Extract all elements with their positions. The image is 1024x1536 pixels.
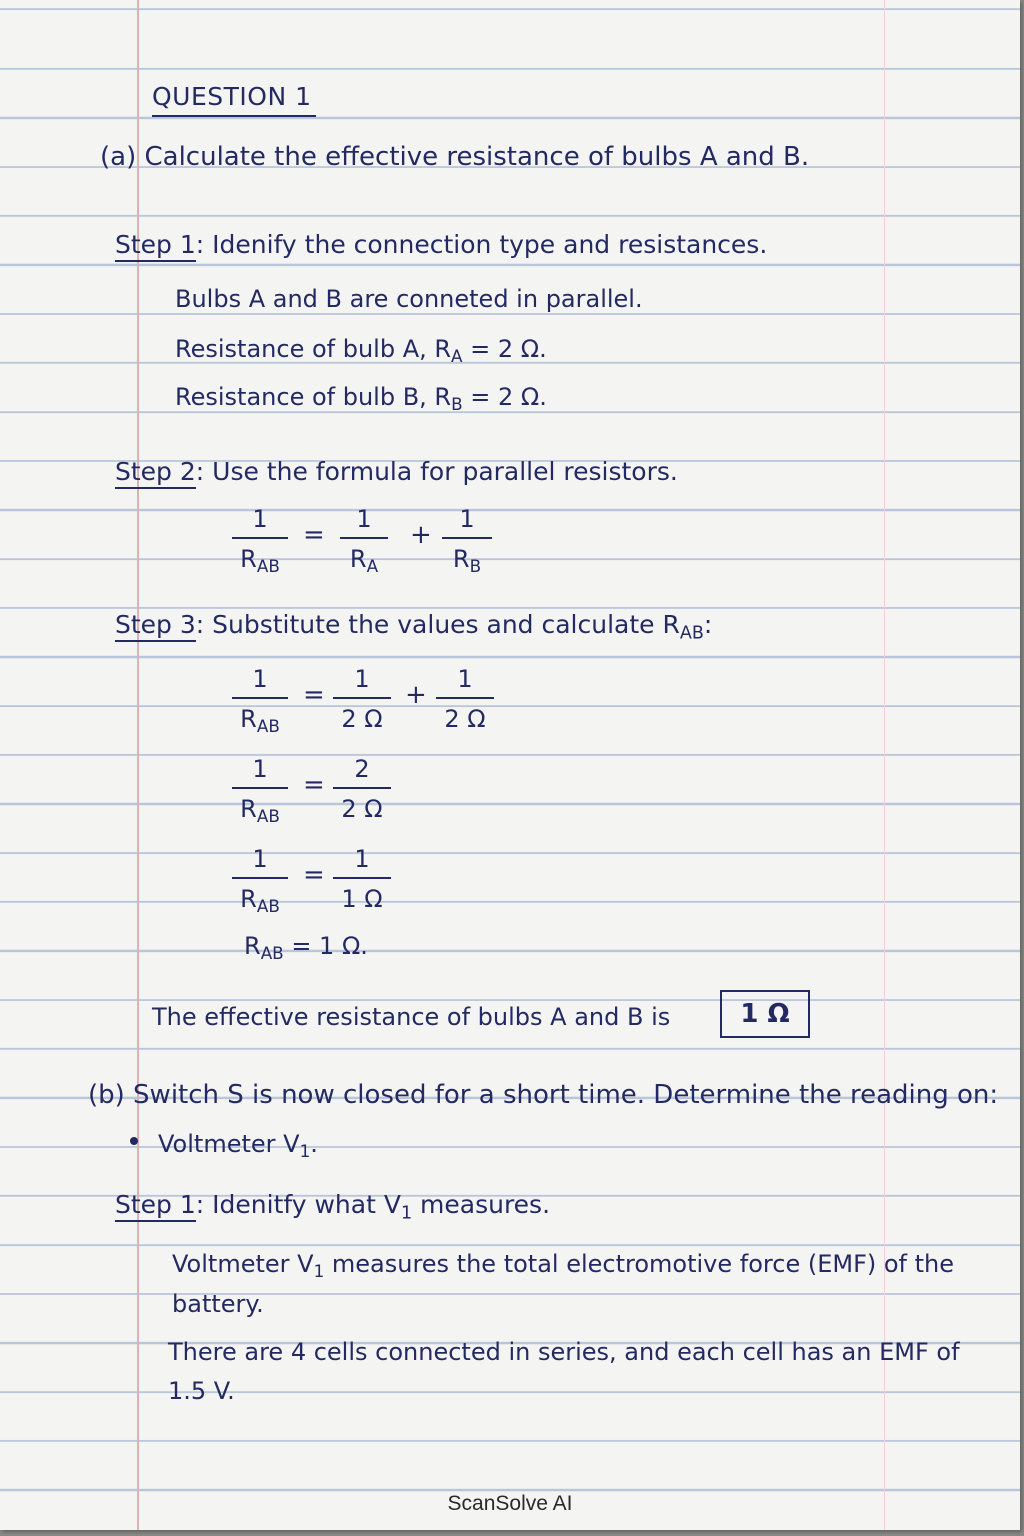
fraction-denominator: 2 Ω bbox=[444, 705, 486, 733]
denominator-sub: B bbox=[469, 556, 482, 577]
resistance-a-prefix: Resistance of bulb A, R bbox=[175, 335, 452, 363]
bullet-period: . bbox=[310, 1130, 318, 1158]
step-text-suffix: measures. bbox=[412, 1190, 551, 1219]
bullet-dot bbox=[130, 1137, 138, 1145]
formula-term2-fraction bbox=[442, 505, 492, 576]
resistance-a-value: = 2 Ω. bbox=[462, 335, 547, 363]
denominator-r: R bbox=[240, 885, 257, 913]
step-text: : Substitute the values and calculate R bbox=[195, 610, 680, 639]
eq1-lhs-fraction bbox=[232, 665, 288, 736]
fraction-numerator: 1 bbox=[457, 665, 473, 693]
eq2-lhs-fraction bbox=[232, 755, 288, 826]
formula-term1-fraction bbox=[340, 505, 388, 576]
equals-sign: = bbox=[303, 680, 325, 710]
denominator-sub: AB bbox=[256, 556, 280, 577]
resistance-a-sub: A bbox=[451, 346, 463, 367]
denominator-sub: AB bbox=[256, 896, 280, 917]
part-a-prompt: (a) Calculate the effective resistance of bulbs A and B. bbox=[100, 142, 810, 172]
eq3-rhs-fraction bbox=[333, 845, 391, 913]
step1-line-parallel: Bulbs A and B are conneted in parallel. bbox=[175, 285, 643, 313]
fraction-numerator: 1 bbox=[354, 665, 370, 693]
fraction-denominator bbox=[453, 539, 481, 576]
question-title: QUESTION 1 bbox=[152, 82, 312, 111]
bullet-sub: 1 bbox=[299, 1141, 311, 1162]
step-text-sub: 1 bbox=[400, 1203, 413, 1224]
denominator-r: R bbox=[452, 545, 470, 573]
step-text: : Idenify the connection type and resistances. bbox=[195, 230, 768, 259]
fraction-numerator: 1 bbox=[252, 845, 268, 873]
right-margin-line bbox=[884, 0, 885, 1530]
part-b-para1-line2: battery. bbox=[172, 1290, 264, 1318]
fraction-denominator bbox=[240, 789, 280, 826]
denominator-r: R bbox=[349, 545, 367, 573]
denominator-r: R bbox=[240, 795, 257, 823]
fraction-numerator: 1 bbox=[252, 665, 268, 693]
eq4-result bbox=[244, 932, 368, 963]
eq2-rhs-fraction bbox=[333, 755, 391, 823]
equals-sign: = bbox=[303, 520, 325, 550]
fraction-numerator: 1 bbox=[356, 505, 372, 533]
part-b-para2-line2: 1.5 V. bbox=[168, 1377, 235, 1405]
step1-line-resistance-a bbox=[175, 335, 547, 366]
part-b-bullet-item bbox=[158, 1130, 318, 1161]
result-sub: AB bbox=[260, 943, 284, 964]
denominator-sub: AB bbox=[256, 806, 280, 827]
result-value: = 1 Ω. bbox=[283, 932, 368, 960]
step-text-colon: : bbox=[703, 610, 713, 639]
fraction-denominator bbox=[350, 539, 378, 576]
plus-sign: + bbox=[405, 680, 427, 710]
para1-sub: 1 bbox=[313, 1261, 325, 1282]
resistance-b-value: = 2 Ω. bbox=[462, 383, 547, 411]
denominator-r: R bbox=[240, 705, 257, 733]
fraction-numerator: 1 bbox=[354, 845, 370, 873]
step-text-sub: AB bbox=[679, 623, 704, 644]
step-label: Step 1 bbox=[115, 230, 196, 259]
answer-box: 1 Ω bbox=[720, 990, 810, 1038]
step-label: Step 3 bbox=[115, 610, 196, 639]
step-text: : Use the formula for parallel resistors. bbox=[195, 457, 678, 486]
denominator-sub: AB bbox=[256, 716, 280, 737]
fraction-numerator: 1 bbox=[252, 755, 268, 783]
fraction-denominator bbox=[240, 539, 280, 576]
eq1-term2-fraction bbox=[436, 665, 494, 733]
fraction-denominator: 2 Ω bbox=[341, 705, 383, 733]
equals-sign: = bbox=[303, 770, 325, 800]
fraction-denominator bbox=[240, 879, 280, 916]
eq3-lhs-fraction bbox=[232, 845, 288, 916]
part-b-para1-line1 bbox=[172, 1250, 954, 1281]
fraction-numerator: 1 bbox=[459, 505, 475, 533]
step-text: : Idenitfy what V bbox=[195, 1190, 401, 1219]
denominator-sub: A bbox=[366, 556, 379, 577]
eq1-term1-fraction bbox=[333, 665, 391, 733]
plus-sign: + bbox=[410, 520, 432, 550]
fraction-numerator: 1 bbox=[252, 505, 268, 533]
part-b-para2-line1: There are 4 cells connected in series, and each cell has an EMF of bbox=[168, 1338, 960, 1366]
denominator-r: R bbox=[240, 545, 257, 573]
step1-line-resistance-b bbox=[175, 383, 547, 414]
fraction-denominator: 1 Ω bbox=[341, 885, 383, 913]
part-a-step2-heading bbox=[115, 457, 678, 486]
formula-lhs-fraction bbox=[232, 505, 288, 576]
step-label: Step 1 bbox=[115, 1190, 196, 1219]
part-a-step3-heading bbox=[115, 610, 712, 643]
part-a-step1-heading bbox=[115, 230, 767, 259]
conclusion-text: The effective resistance of bulbs A and B is bbox=[152, 1003, 671, 1031]
fraction-numerator: 2 bbox=[354, 755, 370, 783]
bullet-text: Voltmeter V bbox=[158, 1130, 300, 1158]
para1-suffix: measures the total electromotive force (EMF) of the bbox=[324, 1250, 955, 1278]
resistance-b-prefix: Resistance of bulb B, R bbox=[175, 383, 452, 411]
equals-sign: = bbox=[303, 860, 325, 890]
result-r: R bbox=[244, 932, 261, 960]
part-b-step1-heading bbox=[115, 1190, 550, 1223]
footer-watermark: ScanSolve AI bbox=[447, 1492, 573, 1515]
resistance-b-sub: B bbox=[451, 394, 463, 415]
fraction-denominator: 2 Ω bbox=[341, 795, 383, 823]
part-b-prompt: (b) Switch S is now closed for a short time. Determine the reading on: bbox=[88, 1080, 999, 1110]
step-label: Step 2 bbox=[115, 457, 196, 486]
fraction-denominator bbox=[240, 699, 280, 736]
para1-prefix: Voltmeter V bbox=[172, 1250, 314, 1278]
